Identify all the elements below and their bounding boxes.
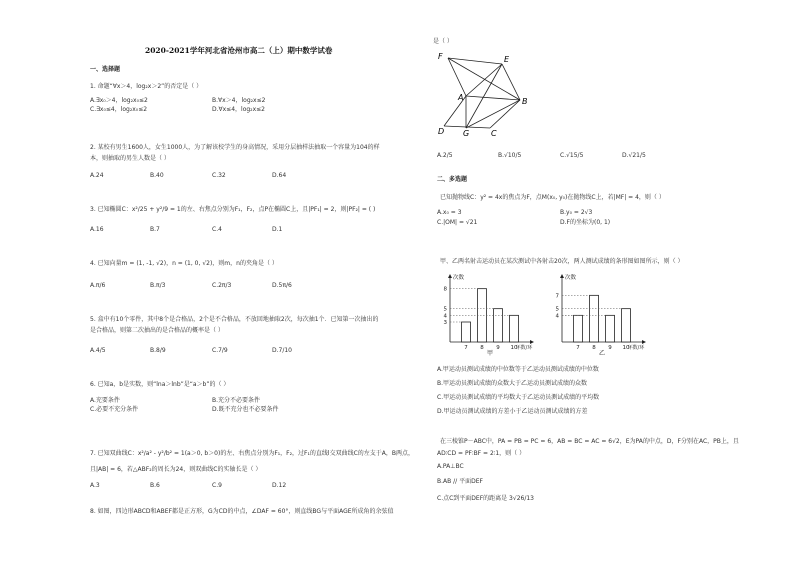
question-5-stem-line1: 5. 盒中有10个零件，其中8个是合格品，2个是不合格品，不放回地抽取2次，每次抽1个．已知第一次抽出的 [90,316,379,323]
question-9-option-b: B.y₀ = 2√3 [560,209,593,216]
question-6-option-c: C.必要不充分条件 [90,406,139,413]
x-tick-label-9: 9 [608,345,612,351]
y-tick-label-4: 4 [555,313,559,320]
x-tick-label-10: 10 [510,345,518,351]
question-11-stem-line2: AD∶CD = PF∶BF = 2∶1，则（ ） [437,450,526,457]
question-2-stem-line2: 本，则抽取的男生人数是（ ） [90,155,170,162]
chart-caption: 甲 [486,350,494,356]
bar-yi-10 [622,309,631,342]
question-5-option-c: C.7/9 [212,347,228,354]
y-axis-arrow [448,274,452,278]
x-tick-label-8: 8 [592,345,596,351]
question-5-option-b: B.8/9 [150,347,166,354]
question-2-option-b: B.40 [150,172,164,179]
question-9-option-c: C.|OM| = √21 [437,219,478,226]
question-6-option-b: B.充分不必要条件 [212,397,261,404]
label-c: C [491,129,497,138]
question-1-option-d: D.∀x≤4，log₂x≤2 [212,106,265,113]
question-11-stem-line1: 在三棱锥P－ABC中，PA = PB = PC = 6，AB = BC = AC = 6√2，E为PA的中点，D，F分别在AC，PB上，且 [440,438,739,445]
question-10-option-c: C.甲运动员测试成绩的平均数大于乙运动员测试成绩的平均数 [437,394,600,401]
question-5-option-a: A.4/5 [90,347,106,354]
label-d: D [438,127,445,136]
question-4-option-c: C.2π/3 [212,282,232,289]
question-10-option-d: D.甲运动员测试成绩的方差小于乙运动员测试成绩的方差 [437,408,588,415]
section-heading-multiple-choice: 二、多选题 [437,176,468,183]
bar-jia-9 [494,309,503,342]
question-8-option-b: B.√10/5 [498,152,522,159]
x-tick-label-7: 7 [464,345,468,351]
bar-jia-8 [478,289,487,342]
question-1-stem: 1. 命题“∀x＞4，log₂x＞2”的否定是（ ） [90,83,203,90]
question-2-option-d: D.64 [272,172,287,179]
question-4-option-d: D.5π/6 [272,282,292,289]
question-4-stem: 4. 已知向量m = (1, -1, √2)，n = (1, 0, √2)，则m，n的夹角是（ ） [90,260,278,267]
edge-ab [466,96,520,100]
y-axis-arrow [560,274,564,278]
y-tick-label-5: 5 [443,306,447,313]
question-3-option-b: B.7 [150,226,160,233]
question-8-option-c: C.√15/5 [560,152,584,159]
question-8-option-a: A.2/5 [437,152,453,159]
x-axis-label: 环数/环 [627,345,645,351]
x-tick-label-10: 10 [622,345,630,351]
question-5-option-d: D.7/10 [272,347,293,354]
question-6-stem: 6. 已知a，b是实数，则“lna＞lnb”是“a＞b”的（ ） [90,381,230,388]
x-axis-label: 环数/环 [515,345,533,351]
question-11-option-a: A.PA⊥BC [437,463,464,470]
question-2-option-a: A.24 [90,172,104,179]
label-a: A [458,93,464,102]
question-8-option-d: D.√21/5 [622,152,646,159]
question-7-option-b: B.6 [150,482,160,489]
x-axis-arrow [642,340,646,344]
question-5-stem-line2: 是合格品，则第二次抽出的是合格品的概率是（ ） [90,327,224,334]
y-tick-label-5: 5 [555,306,559,313]
question-9-option-a: A.x₀ = 3 [437,209,462,216]
x-tick-label-8: 8 [480,345,484,351]
question-7-option-a: A.3 [90,482,100,489]
question-8-stem-continued: 是（ ） [433,38,453,45]
question-4-option-a: A.π/6 [90,282,106,289]
question-11-option-c: C.点C到平面DEF的距离是 3√26/13 [437,495,534,502]
bar-jia-7 [462,322,471,342]
question-10-stem: 甲、乙两名射击运动员在某次测试中各射击20次，两人测试成绩的条形图如图所示，则（ ） [440,258,684,265]
y-tick-label-8: 8 [443,286,447,293]
y-tick-label-7: 7 [555,293,559,300]
question-3-option-c: C.4 [212,226,222,233]
question-6-option-d: D.既不充分也不必要条件 [212,406,279,413]
label-f: F [438,52,443,61]
x-tick-label-7: 7 [576,345,580,351]
bar-yi-7 [574,315,583,342]
bar-jia-10 [510,315,519,342]
question-9-stem: 已知抛物线C：y² = 4x的焦点为F，点M(x₀, y₀)在抛物线C上，若|MF| = 4，则（ ） [440,194,665,201]
label-g: G [463,129,470,138]
chart-caption: 乙 [598,350,606,356]
question-2-option-c: C.32 [212,172,226,179]
question-10-option-b: B.甲运动员测试成绩的众数大于乙运动员测试成绩的众数 [437,380,588,387]
chart-yi [548,268,656,356]
question-2-stem-line1: 2. 某校有男生1600人，女生1000人，为了解该校学生的身高情况，采用分层抽样法抽取一个容量为104的样 [90,144,380,151]
question-1-option-c: C.∃x₀≤4，log₂x₀≤2 [90,106,148,113]
x-tick-label-9: 9 [496,345,500,351]
label-b: B [522,97,528,106]
y-tick-label-3: 3 [443,320,447,326]
chart-jia [436,268,544,356]
question-3-stem: 3. 已知椭圆C：x²/25 + y²/9 = 1的左、右焦点分别为F₁，F₂，点P在椭圆C上，且|PF₁| = 2，则|PF₂| = ( ) [90,206,376,213]
y-axis-label: 次数 [565,275,577,281]
question-1-option-a: A.∃x₀＞4，log₂x₀≤2 [90,97,148,104]
section-heading-single-choice: 一、选择题 [90,66,121,73]
question-7-stem-line2: 且|AB| = 6，若△ABF₂的周长为24，则双曲线C的实轴长是（ ） [90,466,262,473]
y-axis-label: 次数 [453,275,465,281]
question-8-figure [436,48,532,138]
x-axis-arrow [530,340,534,344]
question-7-option-d: D.12 [272,482,287,489]
question-3-option-a: A.16 [90,226,104,233]
page-title: 2020-2021学年河北省沧州市高二（上）期中数学试卷 [145,46,333,55]
edge-cb [490,100,520,128]
question-10-option-a: A.甲运动员测试成绩的中位数等于乙运动员测试成绩的中位数 [437,366,599,373]
y-tick-label-4: 4 [443,313,447,320]
question-1-option-b: B.∀x＞4，log₂x≤2 [212,97,266,104]
question-7-option-c: C.9 [212,482,222,489]
question-11-option-b: B.AB // 平面DEF [437,478,483,485]
edge-ae [466,64,502,96]
label-e: E [504,55,510,64]
question-3-option-d: D.1 [272,226,283,233]
question-8-stem: 8. 如图，四边形ABCD和ABEF都是正方形，G为CD的中点，∠DAF = 60°，则直线BG与平面AGE所成角的余弦值 [90,508,394,515]
question-6-option-a: A.充要条件 [90,397,120,404]
bar-yi-9 [606,315,615,342]
question-9-option-d: D.F的坐标为(0, 1) [560,219,611,226]
question-4-option-b: B.π/3 [150,282,166,289]
bar-yi-8 [590,295,599,342]
question-7-stem-line1: 7. 已知双曲线C：x²/a² - y²/b² = 1(a＞0, b＞0)的左、右焦点分别为F₁，F₂，过F₁的直线l交双曲线C的左支于A，B两点， [90,450,414,457]
